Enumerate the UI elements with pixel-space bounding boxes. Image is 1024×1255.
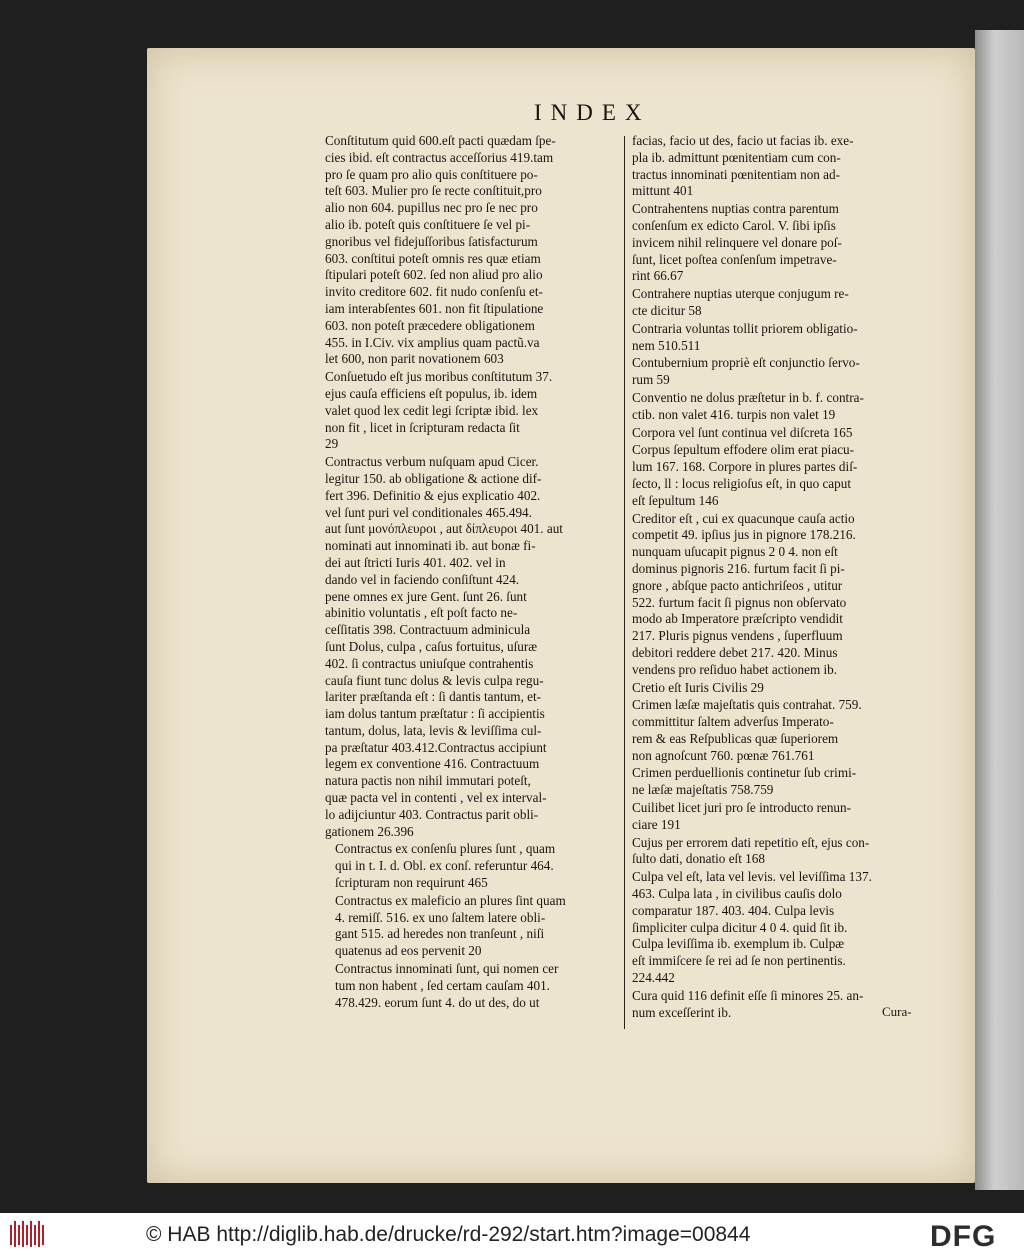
index-line: cte dicitur 58 <box>632 302 702 318</box>
index-line: rint 66.67 <box>632 268 684 284</box>
index-line: invito creditore 602. fit nudo conſenſu et- <box>325 284 543 300</box>
index-line: Corpus ſepultum effodere olim erat piacu- <box>632 442 855 458</box>
index-line: rum 59 <box>632 372 670 388</box>
index-line: Contractus verbum nuſquam apud Cicer. <box>325 454 539 470</box>
index-line: quatenus ad eos pervenit 20 <box>335 943 482 959</box>
index-line: let 600, non parit novationem 603 <box>325 351 504 367</box>
index-line: conſenſum ex edicto Carol. V. ſibi ipſis <box>632 217 836 233</box>
index-line: ſtipulari poteſt 602. ſed non aliud pro alio <box>325 267 543 283</box>
index-entry <box>632 355 926 389</box>
index-line: 478.429. eorum ſunt 4. do ut des, do ut <box>335 994 540 1010</box>
index-line: Conſuetudo eſt jus moribus conſtitutum 37. <box>325 369 553 385</box>
index-line: Contrahentens nuptias contra parentum <box>632 201 839 217</box>
index-line: Crimen læſæ majeſtatis quis contrahat. 759. <box>632 697 862 713</box>
index-line: nunquam uſucapit pignus 2 0 4. non eſt <box>632 544 838 560</box>
index-line: ceſſitatis 398. Contractuum adminicula <box>325 622 531 638</box>
index-line: teſt 603. Mulier pro ſe recte conſtituit,pro <box>325 183 542 199</box>
index-line: invicem nihil relinquere vel donare poſ- <box>632 234 842 250</box>
index-line: aut ſunt μονόπλευροι , aut δίπλευροι 401. aut <box>325 521 563 537</box>
index-entry <box>325 961 617 1011</box>
index-line: gationem 26.396 <box>325 823 414 839</box>
index-line: gnoribus vel fidejuſſoribus ſatisfacturum <box>325 233 538 249</box>
index-line: natura pactis non nihil immutari poteſt, <box>325 773 531 789</box>
index-line: Contractus ex maleficio an plures ſint quam <box>335 892 566 908</box>
index-line: ſcripturam non requirunt 465 <box>335 875 488 891</box>
column-divider <box>624 136 625 1029</box>
index-line: Corpora vel ſunt continua vel diſcreta 165 <box>632 424 853 440</box>
index-entry <box>632 680 926 697</box>
index-line: Conventio ne dolus præſtetur in b. f. contra- <box>632 389 864 405</box>
index-line: eſt immiſcere ſe rei ad ſe non pertinentis. <box>632 953 846 969</box>
index-entry <box>632 442 926 509</box>
index-line: 224.442 <box>632 970 675 986</box>
index-entry <box>325 369 617 453</box>
index-line: vendens pro reſiduo habet actionem ib. <box>632 661 838 677</box>
index-line: Cura quid 116 definit eſſe ſi minores 25. an- <box>632 987 864 1003</box>
index-line: dominus pignoris 216. furtum facit ſi pi- <box>632 560 845 576</box>
index-line: tantum, dolus, lata, levis & leviſſima cul- <box>325 722 542 738</box>
index-column-left <box>325 133 617 1012</box>
index-line: 455. in I.Civ. vix amplius quam pactũ.va <box>325 334 540 350</box>
index-line: 29 <box>325 436 339 452</box>
index-line: ctib. non valet 416. turpis non valet 19 <box>632 406 836 422</box>
index-line: 217. Pluris pignus vendens , ſuperfluum <box>632 628 843 644</box>
index-line: ne læſæ majeſtatis 758.759 <box>632 782 774 798</box>
index-line: num exceſſerint ib. <box>632 1004 732 1020</box>
hab-logo-icon <box>8 1219 48 1249</box>
index-line: Contraria voluntas tollit priorem obligatio- <box>632 320 858 336</box>
index-line: ſunt, licet poſtea conſenſum impetrave- <box>632 251 837 267</box>
index-line: cauſa fiunt tunc dolus & levis culpa regu- <box>325 672 544 688</box>
index-line: pro ſe quam pro alio quis conſtituere po- <box>325 166 538 182</box>
index-line: tractus innominati pœnitentiam non ad- <box>632 166 841 182</box>
index-line: Conſtitutum quid 600.eſt pacti quædam ſpe- <box>325 133 556 148</box>
index-line: Contractus ex conſenſu plures ſunt , quam <box>335 841 556 857</box>
index-line: ciare 191 <box>632 816 681 832</box>
index-line: Crimen perduellionis continetur ſub crimi- <box>632 765 857 781</box>
index-entry <box>632 511 926 679</box>
index-line: 402. ſi contractus uniuſque contrahentis <box>325 655 534 671</box>
index-line: pla ib. admittunt pœnitentiam cum con- <box>632 149 841 165</box>
index-line: vel ſunt puri vel conditionales 465.494. <box>325 504 532 520</box>
index-line: legem ex conventione 416. Contractuum <box>325 756 540 772</box>
index-line: qui in t. I. d. Obl. ex conſ. referuntur 464. <box>335 858 554 874</box>
index-entry <box>325 454 617 840</box>
index-entry <box>325 893 617 960</box>
catchword: Cura- <box>882 1004 912 1019</box>
index-line: Cuilibet licet juri pro ſe introducto renun- <box>632 800 852 816</box>
index-line: 603. non poteſt præcedere obligationem <box>325 317 535 333</box>
index-line: iam dolus tantum præſtatur : ſi accipientis <box>325 706 545 722</box>
index-line: abinitio voluntatis , eſt poſt facto ne- <box>325 605 518 621</box>
index-entry <box>325 841 617 891</box>
index-line: iam interabſentes 601. non fit ſtipulatione <box>325 300 544 316</box>
index-line: lo adijciuntur 403. Contractus parit obli- <box>325 806 539 822</box>
index-line: Culpa leviſſima ib. exemplum ib. Culpæ <box>632 936 845 952</box>
index-line: Cujus per errorem dati repetitio eſt, ejus con- <box>632 834 870 850</box>
index-line: 463. Culpa lata , in civilibus cauſis dolo <box>632 886 842 902</box>
index-line: quæ pacta vel in contenti , vel ex interval- <box>325 790 547 806</box>
index-line: 603. conſtitui poteſt omnis res quæ etiam <box>325 250 541 266</box>
index-line: pene omnes ex jure Gent. ſunt 26. ſunt <box>325 588 527 604</box>
index-line: alio non 604. pupillus nec pro ſe nec pro <box>325 200 538 216</box>
index-entry <box>632 286 926 320</box>
index-line: Contrahere nuptias uterque conjugum re- <box>632 286 849 302</box>
index-line: ſimpliciter culpa dicitur 4 0 4. quid ſit ib. <box>632 919 848 935</box>
index-line: comparatur 187. 403. 404. Culpa levis <box>632 902 835 918</box>
index-line: dando vel in faciendo conſiſtunt 424. <box>325 571 520 587</box>
index-line: modo ab Imperatore præſcripto vendidit <box>632 611 843 627</box>
index-line: Cretio eſt Iuris Civilis 29 <box>632 679 764 695</box>
index-line: committitur ſaltem adverſus Imperato- <box>632 714 834 730</box>
index-entry <box>632 697 926 764</box>
index-line: ejus cauſa efficiens eſt populus, ib. idem <box>325 385 538 401</box>
index-line: fert 396. Definitio & ejus explicatio 402. <box>325 487 541 503</box>
index-line: legitur 150. ab obligatione & actione dif- <box>325 470 542 486</box>
index-line: cies ibid. eſt contractus acceſſorius 419.tam <box>325 149 554 165</box>
index-line: non agnoſcunt 760. pœnæ 761.761 <box>632 747 815 763</box>
index-line: gant 515. ad heredes non tranſeunt , niſi <box>335 926 545 942</box>
dfg-logo: DFG <box>930 1220 997 1253</box>
index-line: nem 510.511 <box>632 337 701 353</box>
index-column-right <box>632 133 926 1022</box>
index-entry <box>632 835 926 869</box>
index-entry <box>632 201 926 285</box>
index-line: Culpa vel eſt, lata vel levis. vel leviſſima 137. <box>632 869 872 885</box>
index-line: lariter præſtanda eſt : ſi dantis tantum, et- <box>325 689 542 705</box>
index-line: Contubernium propriè eſt conjunctio ſervo- <box>632 355 860 371</box>
index-line: Creditor eſt , cui ex quacunque cauſa actio <box>632 510 855 526</box>
index-entry <box>325 133 617 368</box>
index-line: Contractus innominati ſunt, qui nomen cer <box>335 961 559 977</box>
index-entry <box>632 800 926 834</box>
index-line: competit 49. ipſius jus in pignore 178.216. <box>632 527 856 543</box>
index-line: 522. furtum facit ſi pignus non obſervato <box>632 594 847 610</box>
index-line: pa præſtatur 403.412.Contractus accipiunt <box>325 739 547 755</box>
index-line: debitori reddere debet 217. 420. Minus <box>632 644 838 660</box>
index-line: dei aut ſtricti Iuris 401. 402. vel in <box>325 554 506 570</box>
index-line: alio ib. poteſt quis conſtituere ſe vel pi- <box>325 216 531 232</box>
index-entry <box>632 133 926 200</box>
index-entry <box>632 425 926 442</box>
index-entry <box>632 869 926 987</box>
copyright-url[interactable]: © HAB http://diglib.hab.de/drucke/rd-292/start.htm?image=00844 <box>146 1223 751 1246</box>
index-line: mittunt 401 <box>632 183 694 199</box>
index-line: non fit , licet in ſcripturam redacta ſit <box>325 419 520 435</box>
page-header: INDEX <box>534 100 651 125</box>
index-line: eſt ſepultum 146 <box>632 492 719 508</box>
index-line: lum 167. 168. Corpore in plures partes diſ- <box>632 459 858 475</box>
index-line: ſunt Dolus, culpa , caſus fortuitus, uſuræ <box>325 638 538 654</box>
index-entry <box>632 321 926 355</box>
index-line: nominati aut innominati ib. aut bonæ fi- <box>325 538 536 554</box>
index-line: tum non habent , ſed certam cauſam 401. <box>335 977 550 993</box>
index-line: rem & eas Reſpublicas quæ ſuperiorem <box>632 730 839 746</box>
index-entry <box>632 390 926 424</box>
index-line: facias, facio ut des, facio ut facias ib. exe- <box>632 133 854 148</box>
index-line: 4. remiſſ. 516. ex uno ſaltem latere obli- <box>335 909 546 925</box>
index-line: ſecto, ll : locus religioſus eſt, in quo caput <box>632 475 852 491</box>
index-line: gnore , abſque pacto antichriſeos , utitur <box>632 577 843 593</box>
index-line: valet quod lex cedit legi ſcriptæ ibid. lex <box>325 402 539 418</box>
index-entry <box>632 765 926 799</box>
footer-bar <box>0 1213 1024 1255</box>
index-line: ſulto dati, donatio eſt 168 <box>632 851 765 867</box>
adjacent-page-edge <box>975 30 1024 1190</box>
